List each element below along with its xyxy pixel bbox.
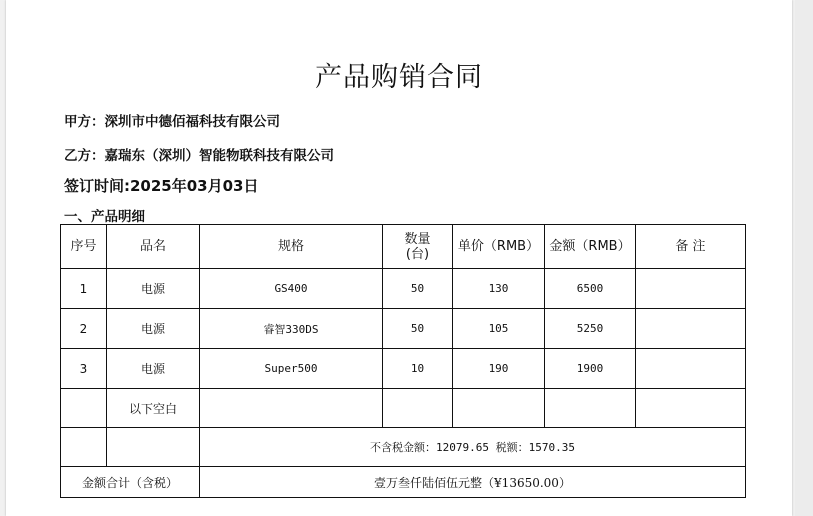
contract-title: 产品购销合同: [315, 62, 483, 93]
blank-note-row: [61, 389, 746, 428]
header-qty: [383, 225, 453, 269]
table-row: [61, 269, 746, 309]
cell-spec: Super500: [200, 349, 383, 389]
cell-name: 电源: [107, 349, 200, 389]
total-label: 金额合计（含税）: [61, 467, 200, 498]
sign-date-line: 签订时间:2025年03月03日: [64, 177, 259, 195]
cell-qty: 50: [383, 269, 453, 309]
total-value: 壹万叁仟陆佰伍元整（¥13650.00）: [200, 467, 746, 498]
cell-empty: [453, 389, 545, 428]
header-qty-line2: (台): [405, 246, 430, 262]
cell-empty: [107, 428, 200, 467]
header-unit-price: 单价（RMB）: [453, 225, 545, 269]
table-row: [61, 309, 746, 349]
tax-summary: 不含税金额：12079.65 税额：1570.35: [200, 428, 746, 467]
cell-unit-price: 190: [453, 349, 545, 389]
cell-remark: [636, 309, 746, 349]
cell-empty: [636, 389, 746, 428]
cell-qty: 50: [383, 309, 453, 349]
header-name: 品名: [107, 225, 200, 269]
cell-spec: 睿智330DS: [200, 309, 383, 349]
product-table: [60, 224, 746, 498]
cell-index: 1: [61, 269, 107, 309]
cell-name: 电源: [107, 309, 200, 349]
total-row: [61, 467, 746, 498]
table-header-row: [61, 225, 746, 269]
header-index: 序号: [61, 225, 107, 269]
cell-index: 2: [61, 309, 107, 349]
cell-spec: GS400: [200, 269, 383, 309]
cell-index: 3: [61, 349, 107, 389]
cell-name: 电源: [107, 269, 200, 309]
blank-note: 以下空白: [107, 389, 200, 428]
cell-empty: [61, 428, 107, 467]
cell-empty: [545, 389, 636, 428]
cell-amount: 1900: [545, 349, 636, 389]
header-remark: 备 注: [636, 225, 746, 269]
cell-unit-price: 105: [453, 309, 545, 349]
document-page: [6, 0, 792, 516]
table-row: [61, 349, 746, 389]
cell-remark: [636, 349, 746, 389]
scrollbar-track[interactable]: [795, 0, 813, 516]
tax-summary-row: [61, 428, 746, 467]
cell-empty: [61, 389, 107, 428]
cell-remark: [636, 269, 746, 309]
header-spec: 规格: [200, 225, 383, 269]
cell-unit-price: 130: [453, 269, 545, 309]
header-amount: 金额（RMB）: [545, 225, 636, 269]
header-qty-line1: 数量: [404, 231, 431, 247]
cell-amount: 6500: [545, 269, 636, 309]
cell-amount: 5250: [545, 309, 636, 349]
party-a-line: 甲方：深圳市中德佰福科技有限公司: [64, 114, 280, 130]
cell-qty: 10: [383, 349, 453, 389]
section-heading: 一、产品明细: [64, 209, 145, 225]
cell-empty: [200, 389, 383, 428]
party-b-line: 乙方：嘉瑞东（深圳）智能物联科技有限公司: [64, 148, 334, 164]
cell-empty: [383, 389, 453, 428]
